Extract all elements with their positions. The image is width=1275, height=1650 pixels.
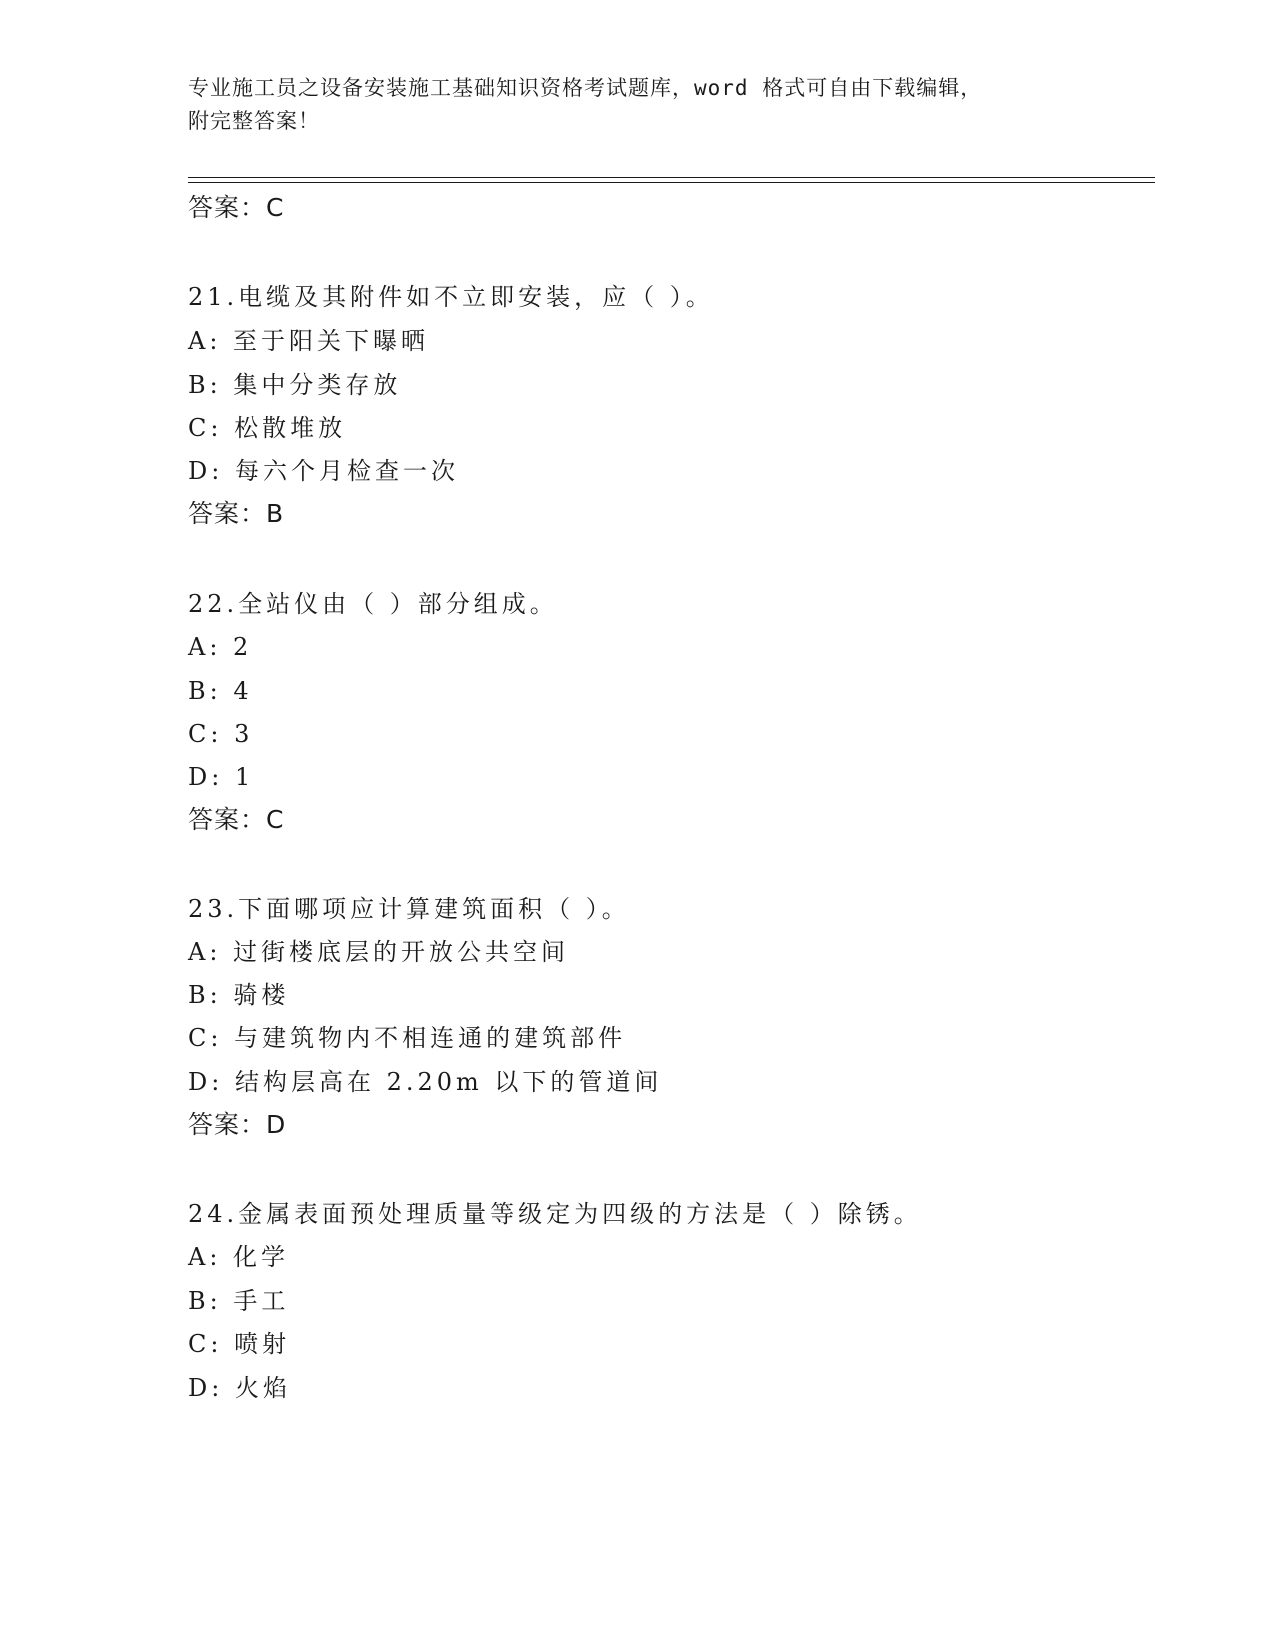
question-24-stem: 24.金属表面预处理质量等级定为四级的方法是（ ）除锈。	[188, 1200, 922, 1228]
question-22-answer: 答案：C	[188, 805, 285, 834]
question-22-option-b: B: 4	[188, 677, 253, 705]
header-line-1: 专业施工员之设备安装施工基础知识资格考试题库，word 格式可自由下载编辑，	[188, 76, 983, 100]
question-21-option-b: B: 集中分类存放	[188, 371, 402, 399]
question-23-option-b: B: 骑楼	[188, 981, 290, 1009]
question-22-option-d: D: 1	[188, 763, 255, 791]
question-22-option-a: A: 2	[188, 633, 253, 661]
question-22-option-c: C: 3	[188, 720, 254, 748]
previous-answer: 答案：C	[188, 193, 285, 222]
question-22-stem: 22.全站仪由（ ）部分组成。	[188, 590, 558, 618]
question-23-stem: 23.下面哪项应计算建筑面积（ ）。	[188, 895, 630, 923]
question-21-answer: 答案：B	[188, 499, 285, 528]
header-line-2: 附完整答案！	[188, 109, 320, 133]
question-21-option-d: D: 每六个月检查一次	[188, 457, 459, 485]
question-24-option-a: A: 化学	[188, 1243, 290, 1271]
question-23-answer: 答案：D	[188, 1110, 287, 1139]
question-23-option-c: C: 与建筑物内不相连通的建筑部件	[188, 1024, 627, 1052]
question-23-option-a: A: 过街楼底层的开放公共空间	[188, 938, 570, 966]
question-24-option-b: B: 手工	[188, 1287, 290, 1315]
question-23-option-d: D: 结构层高在 2.20m 以下的管道间	[188, 1068, 663, 1096]
question-21-stem: 21.电缆及其附件如不立即安装，应（ ）。	[188, 283, 714, 311]
question-24-option-d: D: 火焰	[188, 1374, 291, 1402]
document-header	[188, 72, 1068, 138]
question-24-option-c: C: 喷射	[188, 1330, 291, 1358]
question-21-option-c: C: 松散堆放	[188, 414, 347, 442]
header-divider-bottom	[188, 182, 1155, 183]
question-21-option-a: A: 至于阳关下曝晒	[188, 327, 430, 355]
header-divider-top	[188, 177, 1155, 178]
